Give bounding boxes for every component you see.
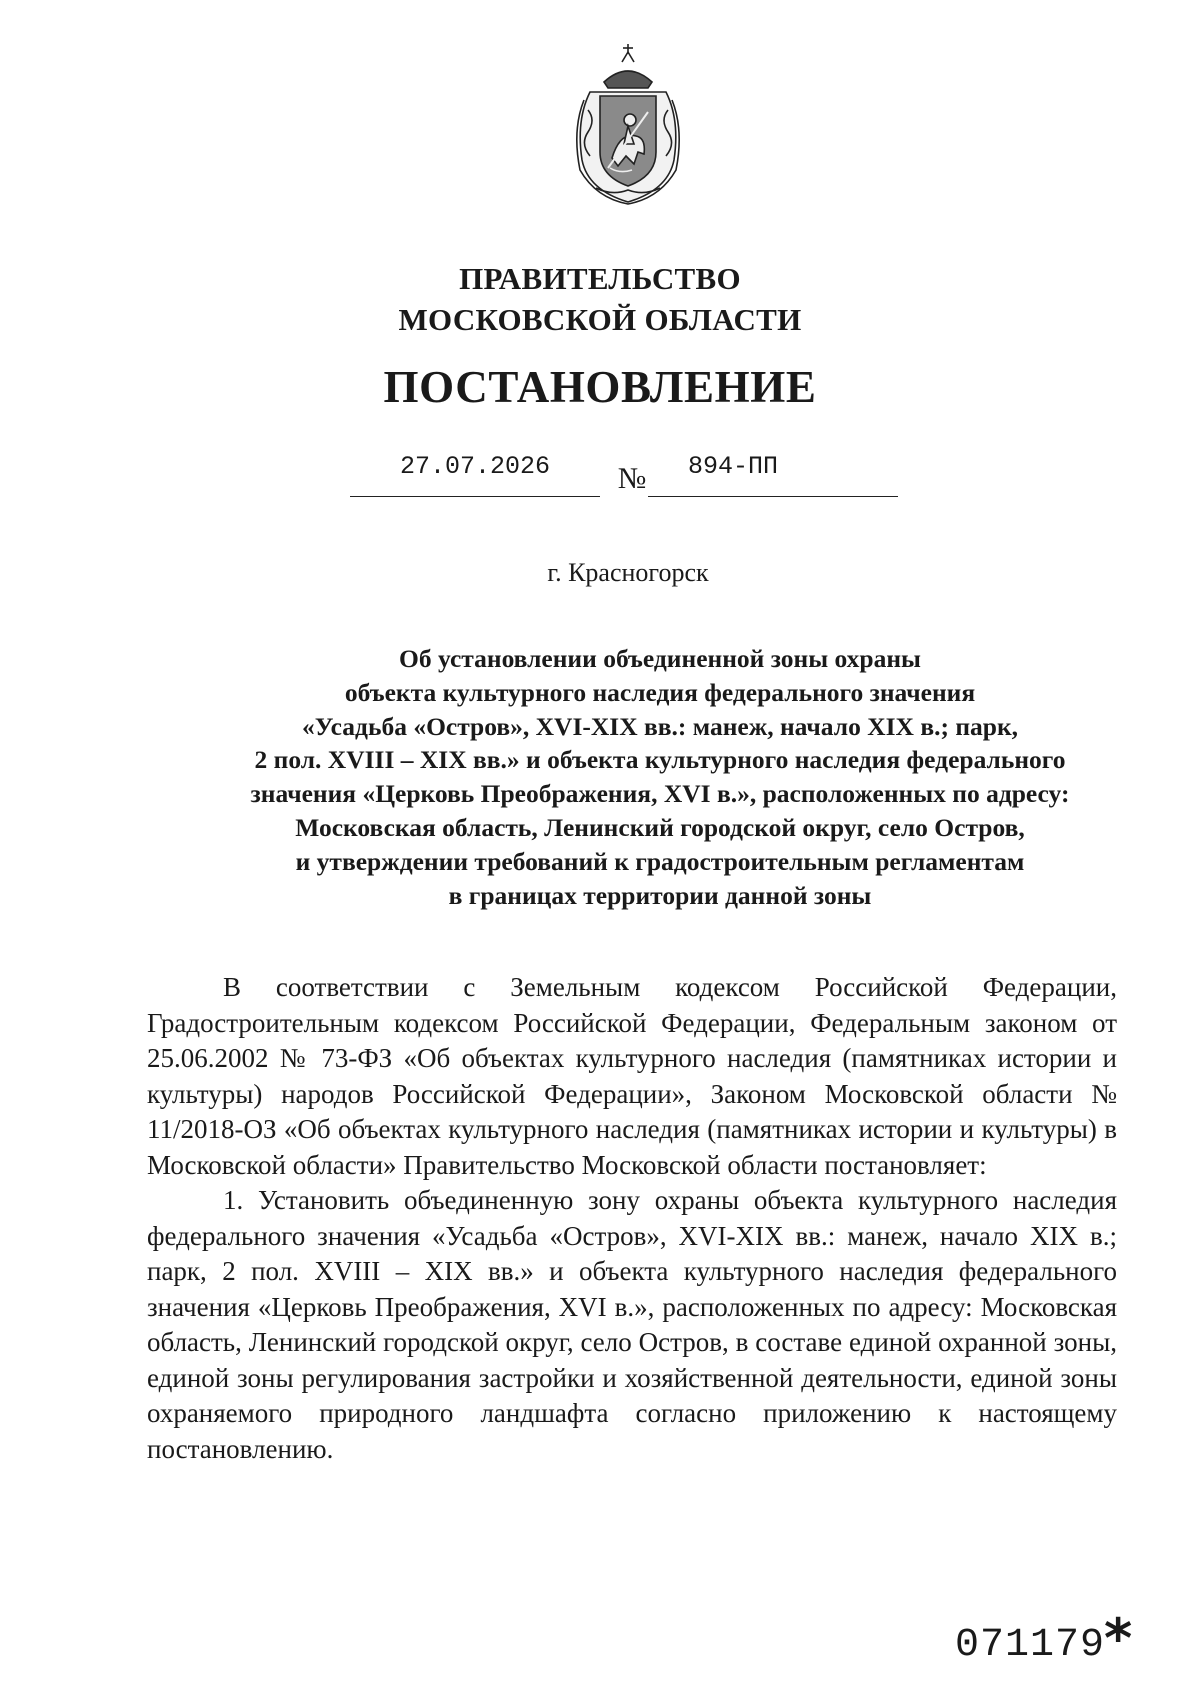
authority-line-2: МОСКОВСКОЙ ОБЛАСТИ xyxy=(398,302,802,337)
document-number: 894-ПП xyxy=(688,452,779,481)
title-line: Московская область, Ленинский городской округ, село Остров, xyxy=(295,812,1025,842)
preamble-paragraph: В соответствии с Земельным кодексом Российской Федерации, Градостроительным кодексом Российской Федерации, Федеральным законом от 25.06.2002 № 73-ФЗ «Об объектах культурного наследия (памятниках истории и культуры) народов Российской Федерации», Законом Московской области № 11/2018-ОЗ «Об объектах культурного наследия (памятниках истории и культуры) в Московской области» Правительство Московской области постановляет: xyxy=(147,972,1117,1180)
title-line: и утверждении требований к градостроительным регламентам xyxy=(295,846,1025,876)
authority-line-1: ПРАВИТЕЛЬСТВО xyxy=(459,261,741,296)
title-line: в границах территории данной зоны xyxy=(448,880,872,910)
title-line: 2 пол. XVIII – XIX вв.» и объекта культурного наследия федерального xyxy=(254,745,1066,775)
date-underline xyxy=(350,496,600,497)
document-date: 27.07.2026 xyxy=(399,452,551,481)
clause-1-paragraph: 1. Установить объединенную зону охраны объекта культурного наследия федерального значения «Усадьба «Остров», XVI-XIX вв.: манеж, начало XIX в.; парк, 2 пол. XVIII – XIX вв.» и объекта культурного наследия федерального значения «Церковь Преображения, XVI в.», расположенных по адресу: Московская область, Ленинский городской округ, село Остров, в составе единой охранной зоны, единой зоны регулирования застройки и хозяйственной деятельности, единой зоны охраняемого природного ландшафта согласно приложению к настоящему постановлению. xyxy=(147,1185,1117,1464)
title-line: Об установлении объединенной зоны охраны xyxy=(399,644,921,673)
number-sign: № xyxy=(617,462,647,495)
document-title xyxy=(160,642,1160,912)
document-type-heading: ПОСТАНОВЛЕНИЕ xyxy=(383,362,817,412)
title-line: «Усадьба «Остров», XVI-XIX вв.: манеж, начало XIX в.; парк, xyxy=(301,711,1019,741)
title-line: объекта культурного наследия федерального значения xyxy=(344,677,976,707)
place-of-issue: г. Красногорск xyxy=(547,558,709,587)
form-serial-number: 071179 xyxy=(955,1623,1106,1668)
asterisk-mark: * xyxy=(1104,1607,1133,1670)
number-underline xyxy=(648,496,898,497)
title-line: значения «Церковь Преображения, XVI в.», расположенных по адресу: xyxy=(250,779,1070,809)
document-body xyxy=(147,970,1117,1467)
coat-of-arms-emblem xyxy=(566,40,690,206)
issuing-authority xyxy=(0,258,1200,340)
